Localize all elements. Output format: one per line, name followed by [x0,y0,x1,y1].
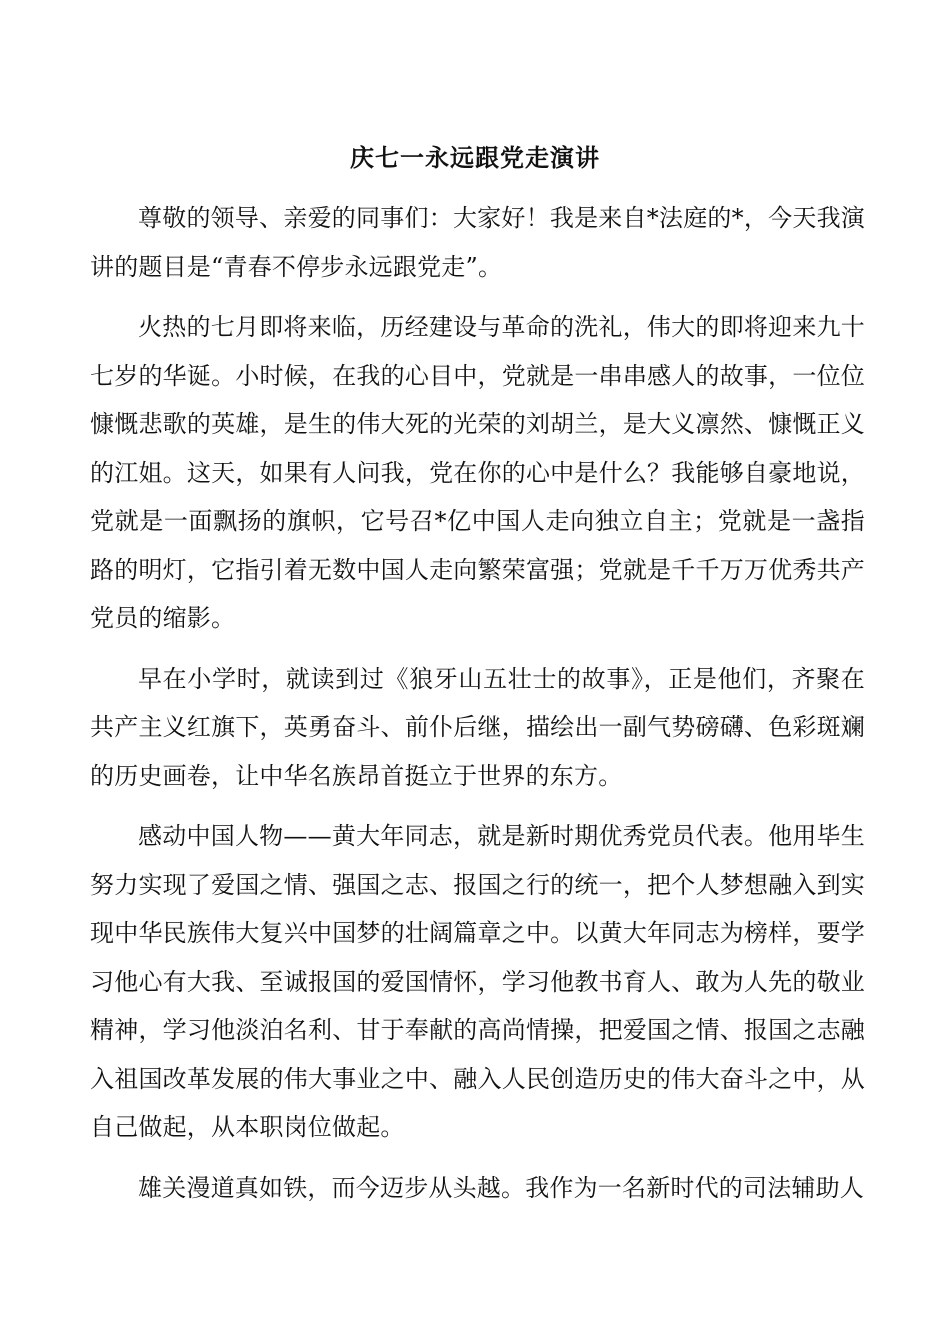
document-title: 庆七一永远跟党走演讲 [350,143,600,172]
paragraph-new-era: 雄关漫道真如铁，而今迈步从头越。我作为一名新时代的司法辅助人 [138,1173,864,1202]
paragraph-party-meaning: 火热的七月即将来临，历经建设与革命的洗礼，伟大的即将迎来九十七岁的华诞。小时候，在我的心目中，党就是一串串感人的故事，一位位慷慨悲歌的英雄，是生的伟大死的光荣的刘胡兰，是大义凛然、慷慨正义的江姐。这天，如果有人问我，党在你的心中是什么？我能够自豪地说，党就是一面飘扬的旗帜，它号召*亿中国人走向独立自主；党就是一盏指路的明灯，它指引着无数中国人走向繁荣富强；党就是千千万万优秀共产党员的缩影。 [90,313,865,632]
paragraph-five-heroes: 早在小学时，就读到过《狼牙山五壮士的故事》，正是他们，齐聚在共产主义红旗下，英勇奋斗、前仆后继，描绘出一副气势磅礴、色彩斑斓的历史画卷，让中华名族昂首挺立于世界的东方。 [90,664,865,790]
document-body [90,194,865,1224]
paragraph-greeting: 尊敬的领导、亲爱的同事们：大家好！我是来自*法庭的*，今天我演讲的题目是“青春不停步永远跟党走”。 [90,204,865,281]
paragraph-huang-danian: 感动中国人物——黄大年同志，就是新时期优秀党员代表。他用毕生努力实现了爱国之情、强国之志、报国之行的统一，把个人梦想融入到实现中华民族伟大复兴中国梦的壮阔篇章之中。以黄大年同志为榜样，要学习他心有大我、至诚报国的爱国情怀，学习他教书育人、敢为人先的敬业精神，学习他淡泊名利、甘于奉献的高尚情操，把爱国之情、报国之志融入祖国改革发展的伟大事业之中、融入人民创造历史的伟大奋斗之中，从自己做起，从本职岗位做起。 [90,822,865,1141]
